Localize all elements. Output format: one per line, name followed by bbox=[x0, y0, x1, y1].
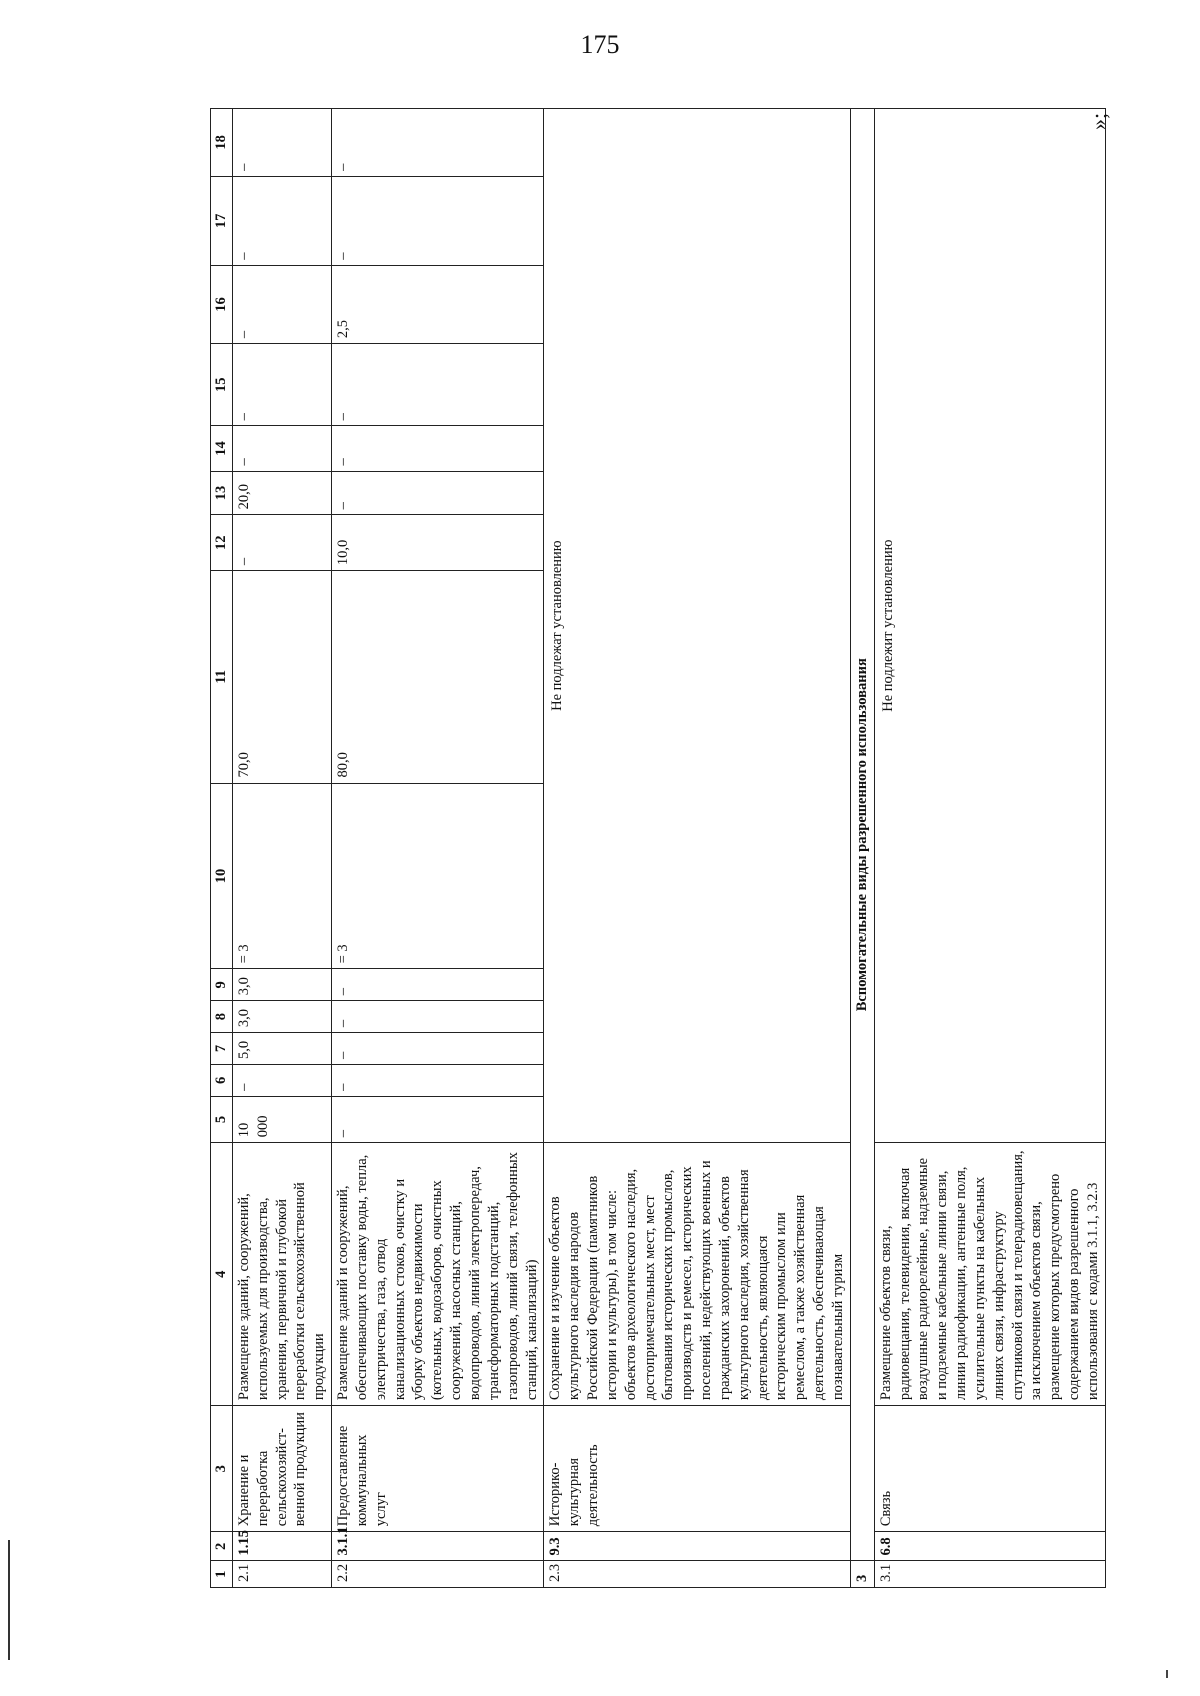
cell-value: 3,0 bbox=[232, 969, 331, 1001]
cell-value: – bbox=[332, 109, 544, 177]
cell-value: – bbox=[232, 426, 331, 471]
section-title: Вспомогательные виды разрешенного использования bbox=[850, 109, 874, 1561]
col-header: 2 bbox=[211, 1532, 233, 1561]
col-header: 18 bbox=[211, 109, 233, 177]
cell-use-type: Хранение и переработка сельскохозяйст-венной продукции bbox=[232, 1406, 331, 1532]
table-row bbox=[544, 109, 851, 1588]
cell-description: Размещение зданий, сооружений, используемых для производства, хранения, первичной и глубокой переработки сельскохозяйственной продукции bbox=[232, 1143, 331, 1406]
closing-mark: »; bbox=[1086, 112, 1111, 130]
col-header: 3 bbox=[211, 1406, 233, 1532]
col-header: 13 bbox=[211, 471, 233, 515]
cell-code: 3.1.1 bbox=[332, 1532, 544, 1561]
table-row bbox=[874, 109, 1105, 1588]
cell-value: – bbox=[232, 109, 331, 177]
land-use-table bbox=[210, 108, 1106, 1588]
cell-value: 2,5 bbox=[332, 265, 544, 343]
cell-value: – bbox=[332, 176, 544, 265]
cell-value: – bbox=[332, 426, 544, 471]
cell-code: 6.8 bbox=[874, 1532, 1105, 1561]
merged-cell-not-established: Не подлежат установлению bbox=[544, 109, 851, 1143]
cell-value: 10,0 bbox=[332, 515, 544, 571]
col-header: 9 bbox=[211, 969, 233, 1001]
cell-value: 20,0 bbox=[232, 471, 331, 515]
col-header: 1 bbox=[211, 1561, 233, 1588]
cell-value: – bbox=[332, 969, 544, 1001]
cell-value: – bbox=[232, 1064, 331, 1096]
cell-use-type: Связь bbox=[874, 1406, 1105, 1532]
col-header: 11 bbox=[211, 571, 233, 783]
cell-value: 5,0 bbox=[232, 1033, 331, 1065]
cell-code: 1.15 bbox=[232, 1532, 331, 1561]
cell-description: Сохранение и изучение объектов культурного наследия народов Российской Федерации (памятников истории и культуры), в том числе: объектов археологического наследия, достопримечательных мест, мест бытования исторических промыслов, производств и ремесел, исторических поселений, недействующих военных и гражданских захоронений, объектов культурного наследия, хозяйственная деятельность, являющаяся историческим промыслом или ремеслом, а также хозяйственная деятельность, обеспечивающая познавательный туризм bbox=[544, 1143, 851, 1406]
cell-description: Размещение зданий и сооружений, обеспечивающих поставку воды, тепла, электричества, газа, отвод канализационных стоков, очистку и уборку объектов недвижимости (котельных, водозаборов, очистных сооружений, насосных станций, водопроводов, линий электропередач, трансформаторных подстанций, газопроводов, линий связи, телефонных станций, канализаций) bbox=[332, 1143, 544, 1406]
cell-value: – bbox=[232, 515, 331, 571]
cell-num: 2.3 bbox=[544, 1561, 851, 1588]
cell-value: – bbox=[232, 265, 331, 343]
cell-use-type: Историко-культурная деятельность bbox=[544, 1406, 851, 1532]
table-row bbox=[232, 109, 331, 1588]
section-row bbox=[850, 109, 874, 1588]
scan-mark bbox=[1166, 1670, 1168, 1678]
col-header: 17 bbox=[211, 176, 233, 265]
cell-use-type: Предоставление коммунальных услуг bbox=[332, 1406, 544, 1532]
cell-value: 10 000 bbox=[232, 1096, 331, 1142]
col-header: 6 bbox=[211, 1064, 233, 1096]
cell-value: – bbox=[332, 344, 544, 426]
cell-value: – bbox=[332, 1064, 544, 1096]
col-header: 12 bbox=[211, 515, 233, 571]
cell-value: – bbox=[332, 1033, 544, 1065]
margin-line bbox=[8, 1540, 10, 1660]
cell-num: 2.2 bbox=[332, 1561, 544, 1588]
cell-value: 70,0 bbox=[232, 571, 331, 783]
header-row bbox=[211, 109, 233, 1588]
section-number: 3 bbox=[850, 1561, 874, 1588]
page-number: 175 bbox=[580, 30, 620, 59]
col-header: 5 bbox=[211, 1096, 233, 1142]
rotated-table-sheet bbox=[210, 108, 1101, 1588]
col-header: 14 bbox=[211, 426, 233, 471]
cell-value: = 3 bbox=[332, 783, 544, 969]
merged-cell-not-established: Не подлежит установлению bbox=[874, 109, 1105, 1143]
col-header: 8 bbox=[211, 1001, 233, 1033]
col-header: 10 bbox=[211, 783, 233, 969]
cell-value: = 3 bbox=[232, 783, 331, 969]
cell-num: 2.1 bbox=[232, 1561, 331, 1588]
cell-value: – bbox=[232, 344, 331, 426]
col-header: 15 bbox=[211, 344, 233, 426]
cell-value: – bbox=[332, 1001, 544, 1033]
cell-value: – bbox=[332, 1096, 544, 1142]
col-header: 4 bbox=[211, 1143, 233, 1406]
cell-value: – bbox=[332, 471, 544, 515]
cell-value: 3,0 bbox=[232, 1001, 331, 1033]
table-row bbox=[332, 109, 544, 1588]
cell-code: 9.3 bbox=[544, 1532, 851, 1561]
col-header: 7 bbox=[211, 1033, 233, 1065]
cell-num: 3.1 bbox=[874, 1561, 1105, 1588]
cell-description: Размещение объектов связи, радиовещания, телевидения, включая воздушные радиорелейные, надземные и подземные кабельные линии связи, линии радиофикации, антенные поля, усилительные пункты на кабельных линиях связи, инфраструктуру спутниковой связи и телерадиовещания, за исключением объектов связи, размещение которых предусмотрено содержанием видов разрешенного использования с кодами 3.1.1, 3.2.3 bbox=[874, 1143, 1105, 1406]
cell-value: – bbox=[232, 176, 331, 265]
cell-value: 80,0 bbox=[332, 571, 544, 783]
col-header: 16 bbox=[211, 265, 233, 343]
